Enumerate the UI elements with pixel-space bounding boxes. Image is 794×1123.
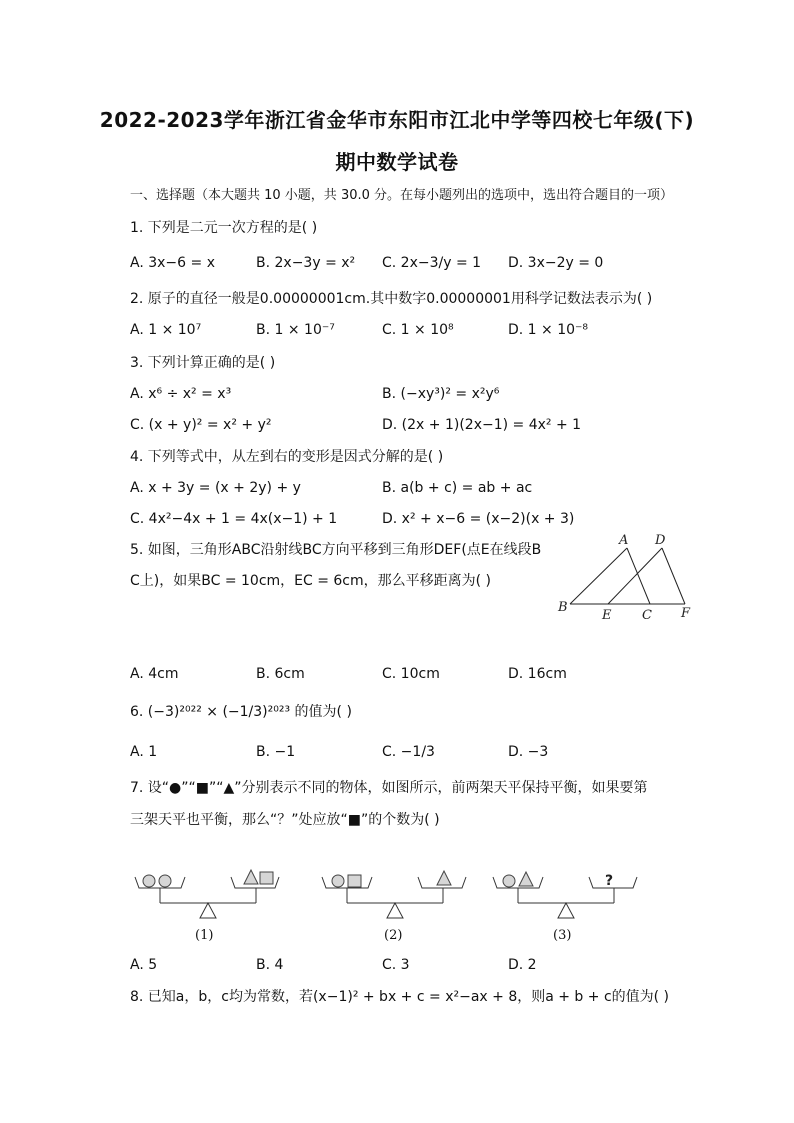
q6-option-b: B. −1	[256, 744, 296, 760]
q2-option-a: A. 1 × 10⁷	[130, 322, 202, 338]
q7-option-d: D. 2	[508, 957, 537, 973]
edge-de	[608, 548, 662, 604]
q1-option-c: C. 2x−3/y = 1	[382, 255, 482, 271]
label-f: F	[681, 606, 691, 621]
q3-option-b: B. (−xy³)² = x²y⁶	[382, 386, 500, 402]
q5-option-a: A. 4cm	[130, 666, 179, 682]
q4-option-c: C. 4x²−4x + 1 = 4x(x−1) + 1	[130, 511, 338, 527]
q1-option-b: B. 2x−3y = x²	[256, 255, 356, 271]
q1-stem: 1. 下列是二元一次方程的是( )	[130, 220, 318, 236]
q4-option-b: B. a(b + c) = ab + ac	[382, 480, 533, 496]
q3-option-c: C. (x + y)² = x² + y²	[130, 417, 272, 433]
q2-option-b: B. 1 × 10⁻⁷	[256, 322, 335, 338]
balance-2-figure	[317, 866, 469, 922]
edge-ac	[627, 548, 650, 604]
label-c: C	[642, 608, 652, 623]
balance-3-figure	[488, 866, 640, 922]
q5-stem-line2: C上)，如果BC = 10cm，EC = 6cm，那么平移距离为( )	[130, 573, 492, 589]
q6-option-c: C. −1/3	[382, 744, 435, 760]
q7-option-a: A. 5	[130, 957, 158, 973]
q4-stem: 4. 下列等式中，从左到右的变形是因式分解的是( )	[130, 449, 444, 465]
edge-ab	[570, 548, 627, 604]
question-mark: ?	[605, 873, 614, 889]
q6-option-a: A. 1	[130, 744, 158, 760]
left-pan	[322, 877, 372, 888]
q3-option-a: A. x⁶ ÷ x² = x³	[130, 386, 232, 402]
q5-triangle-figure	[555, 533, 705, 626]
section-heading: 一、选择题（本大题共 10 小题，共 30.0 分。在每小题列出的选项中，选出符合题目的一项）	[130, 188, 674, 203]
label-d: D	[655, 533, 666, 548]
q7-stem-line1: 7. 设“●”“■”“▲”分别表示不同的物体，如图所示，前两架天平保持平衡，如果要第	[130, 780, 648, 796]
q7-stem-line2: 三架天平也平衡，那么“？”处应放“■”的个数为( )	[130, 812, 440, 828]
q2-stem: 2. 原子的直径一般是0.00000001cm.其中数字0.00000001用科学记数法表示为( )	[130, 291, 653, 307]
q8-stem: 8. 已知a，b，c均为常数，若(x−1)² + bx + c = x²−ax + 8，则a + b + c的值为( )	[130, 989, 670, 1005]
q7-option-b: B. 4	[256, 957, 284, 973]
q3-option-d: D. (2x + 1)(2x−1) = 4x² + 1	[382, 417, 582, 433]
paper-title-line1: 2022-2023学年浙江省金华市东阳市江北中学等四校七年级(下)	[99, 108, 695, 132]
q5-option-d: D. 16cm	[508, 666, 567, 682]
square-icon	[260, 872, 273, 884]
balance-3-caption: (3)	[553, 928, 572, 943]
balance-2-caption: (2)	[384, 928, 403, 943]
circle-icon	[503, 875, 515, 887]
square-icon	[348, 875, 361, 887]
q4-option-a: A. x + 3y = (x + 2y) + y	[130, 480, 301, 496]
q5-stem-line1: 5. 如图，三角形ABC沿射线BC方向平移到三角形DEF(点E在线段B	[130, 542, 542, 558]
label-a: A	[619, 533, 629, 548]
circle-icon	[159, 875, 171, 887]
q6-option-d: D. −3	[508, 744, 549, 760]
fulcrum-icon	[387, 903, 403, 918]
fulcrum-icon	[558, 903, 574, 918]
label-b: B	[558, 600, 568, 615]
left-pan	[493, 877, 543, 888]
q2-option-c: C. 1 × 10⁸	[382, 322, 454, 338]
edge-df	[662, 548, 685, 604]
label-e: E	[602, 608, 612, 623]
triangle-icon	[519, 872, 533, 886]
q5-option-b: B. 6cm	[256, 666, 305, 682]
q1-option-d: D. 3x−2y = 0	[508, 255, 604, 271]
triangle-icon	[244, 870, 258, 884]
fulcrum-icon	[200, 903, 216, 918]
circle-icon	[143, 875, 155, 887]
q1-option-a: A. 3x−6 = x	[130, 255, 215, 271]
circle-icon	[332, 875, 344, 887]
balance-1-figure	[130, 866, 282, 922]
q3-stem: 3. 下列计算正确的是( )	[130, 355, 276, 371]
q4-option-d: D. x² + x−6 = (x−2)(x + 3)	[382, 511, 575, 527]
q7-option-c: C. 3	[382, 957, 410, 973]
q6-stem: 6. (−3)²⁰²² × (−1/3)²⁰²³ 的值为( )	[130, 704, 352, 720]
balance-1-caption: (1)	[195, 928, 214, 943]
q2-option-d: D. 1 × 10⁻⁸	[508, 322, 589, 338]
q5-option-c: C. 10cm	[382, 666, 440, 682]
paper-title-line2: 期中数学试卷	[335, 150, 459, 174]
triangle-icon	[437, 871, 451, 885]
